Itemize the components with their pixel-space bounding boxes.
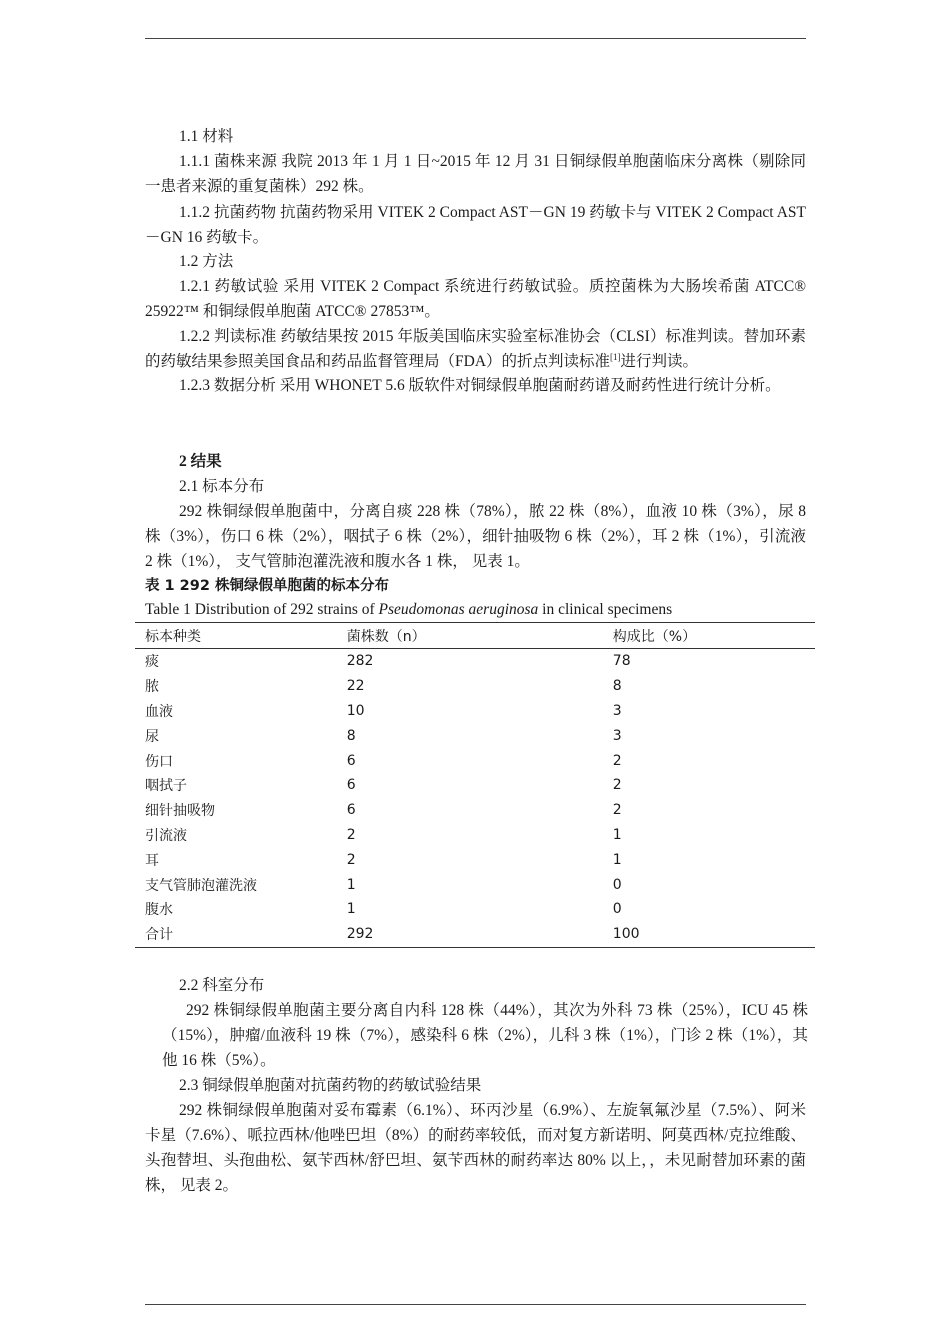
section-2-heading: 2 结果	[179, 453, 222, 470]
cell-count	[347, 872, 613, 897]
table-row	[135, 748, 815, 773]
cell-count-value: 292	[346, 926, 374, 943]
citation-ref: [1]	[610, 351, 621, 362]
cell-percent: 2	[612, 777, 622, 794]
cell-count-value: 1	[346, 901, 356, 918]
cell-specimen: 耳	[145, 852, 159, 869]
table-total-row	[135, 922, 815, 947]
col-header-count: 菌株数（n）	[346, 628, 426, 645]
cell-specimen: 咽拭子	[145, 778, 187, 795]
cell-percent: 1	[612, 826, 622, 843]
cell-specimen: 脓	[145, 679, 159, 696]
col-header-percent: 构成比（%）	[612, 628, 697, 645]
section-2-2-heading: 2.2 科室分布	[179, 977, 265, 994]
cell-count	[347, 847, 613, 872]
paragraph-1-1-1: 1.1.1 菌株来源 我院 2013 年 1 月 1 日~2015 年 12 月 31 日铜绿假单胞菌临床分离株（剔除同一患者来源的重复菌株）292 株。	[145, 153, 806, 195]
table-row	[135, 723, 815, 748]
table-1-caption-cn: 表 1 292 株铜绿假单胞菌的标本分布	[145, 578, 389, 594]
cell-specimen: 合计	[145, 927, 173, 944]
cell-percent: 100	[612, 926, 640, 943]
cell-count	[347, 748, 613, 773]
cell-count	[347, 773, 613, 798]
table-row	[135, 823, 815, 848]
cell-count-value: 1	[346, 876, 356, 893]
section-2-3-heading: 2.3 铜绿假单胞菌对抗菌药物的药敏试验结果	[179, 1077, 482, 1094]
section-1-2-heading: 1.2 方法	[179, 253, 234, 270]
paragraph-2-3: 292 株铜绿假单胞菌对妥布霉素（6.1%）、环丙沙星（6.9%）、左旋氧氟沙星（7.5%）、阿米卡星（7.6%）、哌拉西林/他唑巴坦（8%）的耐药率较低，而对复方新诺明、阿莫西林/克拉维酸、头孢替坦、头孢曲松、氨苄西林/舒巴坦、氨苄西林的耐药率达 80% 以上，，未见耐替加环素的菌株， 见表 2。	[145, 1102, 806, 1194]
cell-count-value: 2	[346, 826, 356, 843]
caption-en-suffix: in clinical specimens	[538, 601, 673, 618]
cell-count	[347, 823, 613, 848]
cell-count-value: 8	[346, 727, 356, 744]
paragraph-1-1-2: 1.1.2 抗菌药物 抗菌药物采用 VITEK 2 Compact AST－GN 19 药敏卡与 VITEK 2 Compact AST－GN 16 药敏卡。	[145, 204, 806, 246]
paragraph-1-2-2	[145, 324, 806, 374]
paragraph-1-2-2-text: 1.2.2 判读标准 药敏结果按 2015 年版美国临床实验室标准协会（CLSI）标准判读。替加环素的药敏结果参照美国食品和药品监督管理局（FDA）的折点判读标准	[145, 328, 806, 370]
cell-specimen: 细针抽吸物	[145, 803, 215, 820]
cell-count	[347, 699, 613, 724]
cell-count-value: 22	[346, 678, 365, 695]
cell-specimen: 支气管肺泡灌洗液	[145, 877, 257, 894]
cell-specimen: 尿	[145, 728, 159, 745]
cell-count	[347, 897, 613, 922]
cell-percent: 0	[612, 876, 622, 893]
table-row	[135, 897, 815, 922]
paragraph-2-1: 292 株铜绿假单胞菌中，分离自痰 228 株（78%），脓 22 株（8%），血液 10 株（3%），尿 8 株（3%），伤口 6 株（2%），咽拭子 6 株（2%），细针抽吸物 6 株（2%），耳 2 株（1%），引流液 2 株（1%）， 支气管肺泡灌洗液和腹水各 1 株， 见表 1。	[145, 503, 806, 570]
cell-percent: 78	[612, 653, 631, 670]
cell-percent: 3	[612, 727, 622, 744]
cell-specimen: 引流液	[145, 827, 187, 844]
cell-count	[347, 674, 613, 699]
cell-percent: 0	[612, 901, 622, 918]
paragraph-2-2: 292 株铜绿假单胞菌主要分离自内科 128 株（44%），其次为外科 73 株（25%），ICU 45 株（15%），肿瘤/血液科 19 株（7%），感染科 6 株（2%），儿科 3 株（1%），门诊 2 株（1%），其他 16 株（5%）。	[162, 1002, 808, 1069]
section-1-1-heading: 1.1 材料	[179, 128, 234, 145]
table-header-row	[135, 623, 815, 649]
section-2-1-heading: 2.1 标本分布	[179, 478, 265, 495]
table-row	[135, 699, 815, 724]
table-row	[135, 847, 815, 872]
caption-en-prefix: Table 1 Distribution of 292 strains of	[145, 601, 379, 618]
cell-percent: 3	[612, 702, 622, 719]
cell-count-value: 6	[346, 777, 356, 794]
paragraph-1-2-3: 1.2.3 数据分析 采用 WHONET 5.6 版软件对铜绿假单胞菌耐药谱及耐药性进行统计分析。	[179, 377, 781, 394]
cell-specimen: 腹水	[145, 902, 173, 919]
cell-specimen: 伤口	[145, 753, 173, 770]
cell-percent: 2	[612, 802, 622, 819]
table-row	[135, 872, 815, 897]
header-rule	[145, 38, 806, 39]
cell-count	[347, 723, 613, 748]
table-row	[135, 674, 815, 699]
cell-specimen: 血液	[145, 703, 173, 720]
caption-en-species: Pseudomonas aeruginosa	[378, 601, 539, 618]
cell-percent: 8	[612, 678, 622, 695]
cell-count	[347, 649, 613, 674]
col-header-specimen: 标本种类	[145, 628, 201, 645]
footer-rule	[145, 1304, 806, 1305]
table-row	[135, 773, 815, 798]
table-row	[135, 649, 815, 674]
paragraph-1-2-2-end: 进行判读。	[620, 353, 699, 370]
cell-count	[347, 798, 613, 823]
cell-count-value: 2	[346, 851, 356, 868]
cell-count-value: 6	[346, 752, 356, 769]
specimen-distribution-table	[135, 622, 815, 948]
cell-percent: 2	[612, 752, 622, 769]
paragraph-1-2-1: 1.2.1 药敏试验 采用 VITEK 2 Compact 系统进行药敏试验。质控菌株为大肠埃希菌 ATCC® 25922™ 和铜绿假单胞菌 ATCC® 27853™。	[145, 278, 806, 320]
table-row	[135, 798, 815, 823]
table-1-caption-en	[145, 599, 672, 621]
cell-count-value: 282	[346, 653, 374, 670]
cell-count-value: 10	[346, 702, 365, 719]
cell-count	[347, 922, 613, 947]
cell-specimen: 痰	[145, 654, 159, 671]
cell-count-value: 6	[346, 802, 356, 819]
cell-percent: 1	[612, 851, 622, 868]
